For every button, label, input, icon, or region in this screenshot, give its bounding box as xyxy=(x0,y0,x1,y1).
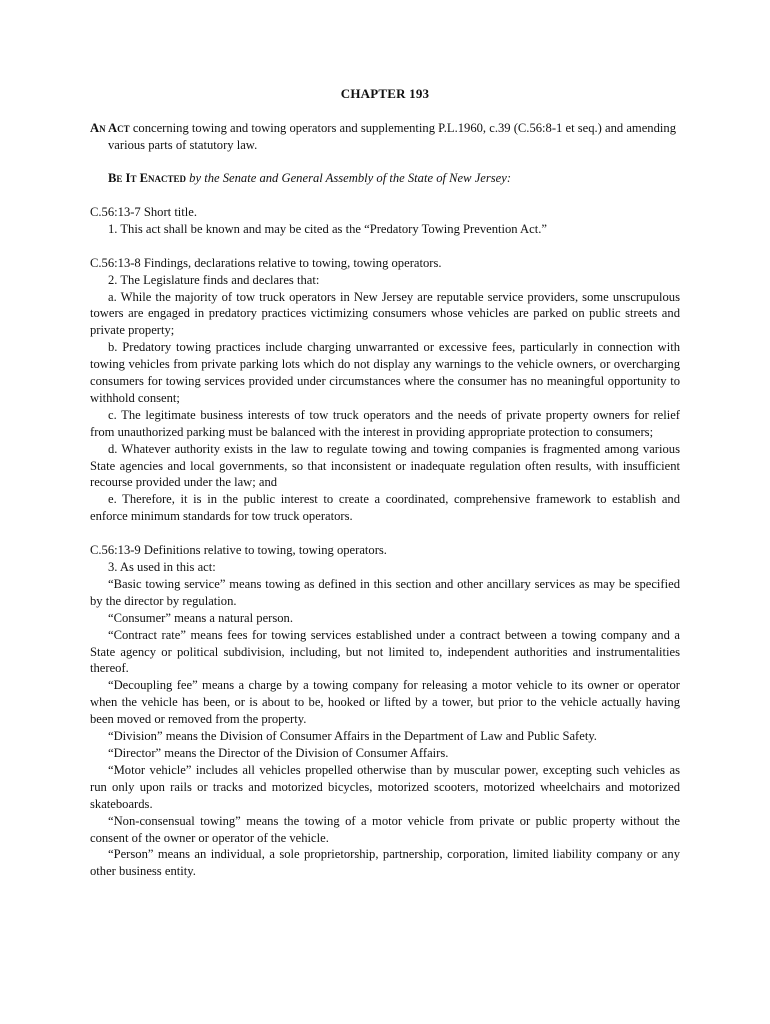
section-findings xyxy=(90,255,680,526)
definition-paragraph: “Person” means an individual, a sole proprietorship, partnership, corporation, limited liability company or any other business entity. xyxy=(90,847,680,879)
section-paragraph: 3. As used in this act: xyxy=(108,560,216,574)
section-paragraph: e. Therefore, it is in the public interest to create a coordinated, comprehensive framework to establish and enforce minimum standards for tow truck operators. xyxy=(90,492,680,524)
section-short-title xyxy=(90,204,680,238)
section-paragraph: a. While the majority of tow truck operators in New Jersey are reputable service providers, some unscrupulous towers are engaged in predatory practices victimizing consumers whose vehicles are parked on public streets and private property; xyxy=(90,289,680,338)
act-description: concerning towing and towing operators and supplementing P.L.1960, c.39 (C.56:8-1 et seq.) and amending various parts of statutory law. xyxy=(108,121,676,152)
act-lead: An Act xyxy=(90,121,130,135)
definition-paragraph: “Basic towing service” means towing as defined in this section and other ancillary services as may be specified by the director by regulation. xyxy=(90,576,680,608)
definition-paragraph: “Contract rate” means fees for towing services established under a contract between a towing company and a State agency or political subdivision, including, but not limited to, independent authorities and instrumentalities thereof. xyxy=(90,627,680,676)
section-heading: C.56:13-9 Definitions relative to towing, towing operators. xyxy=(90,543,387,558)
section-paragraph: 1. This act shall be known and may be cited as the “Predatory Towing Prevention Act.” xyxy=(108,221,547,236)
section-paragraph: b. Predatory towing practices include charging unwarranted or excessive fees, particularly in connection with towing vehicles from private parking lots which do not display any warnings to the vehicle owners, or overcharging consumers for towing services provided under circumstances where the consumer has no meaningful opportunity to withhold consent; xyxy=(90,340,680,405)
section-definitions xyxy=(90,542,680,880)
section-paragraph: c. The legitimate business interests of tow truck operators and the needs of private property owners for relief from unauthorized parking must be balanced with the interest in providing appropriate protection to consumers; xyxy=(90,407,680,439)
chapter-title: CHAPTER 193 xyxy=(340,86,430,101)
enact-text: by the Senate and General Assembly of the State of New Jersey: xyxy=(189,171,512,185)
definition-paragraph: “Division” means the Division of Consumer Affairs in the Department of Law and Public Safety. xyxy=(108,729,597,744)
definition-paragraph: “Director” means the Director of the Division of Consumer Affairs. xyxy=(108,745,449,760)
definition-paragraph: “Non-consensual towing” means the towing of a motor vehicle from private or public property without the consent of the owner or operator of the vehicle. xyxy=(90,813,680,845)
act-title-text xyxy=(90,120,680,154)
section-paragraph: d. Whatever authority exists in the law to regulate towing and towing companies is fragmented among various State agencies and local governments, so that inconsistent or inadequate regulation often results, with insufficient recourse provided under the law; and xyxy=(90,441,680,490)
document-body xyxy=(90,204,680,880)
enacting-clause xyxy=(108,170,688,187)
enact-lead: Be It Enacted xyxy=(108,171,187,185)
section-gap xyxy=(90,238,680,255)
section-heading: C.56:13-7 Short title. xyxy=(90,205,198,219)
section-heading: C.56:13-8 Findings, declarations relative to towing, towing operators. xyxy=(90,255,442,270)
act-title xyxy=(90,120,680,154)
definition-paragraph: “Motor vehicle” includes all vehicles propelled otherwise than by muscular power, excepting such vehicles as run only upon rails or tracks and motorized bicycles, motorized scooters, motorized wheelchairs and motorized skateboards. xyxy=(90,762,680,811)
section-paragraph: 2. The Legislature finds and declares that: xyxy=(108,272,320,287)
section-gap xyxy=(90,525,680,542)
definition-paragraph: “Decoupling fee” means a charge by a towing company for releasing a motor vehicle to its owner or operator when the vehicle has been, or is about to be, hooked or lifted by a tower, but prior to the vehicle actually having been moved or removed from the property. xyxy=(90,678,680,727)
definition-paragraph: “Consumer” means a natural person. xyxy=(108,610,293,625)
